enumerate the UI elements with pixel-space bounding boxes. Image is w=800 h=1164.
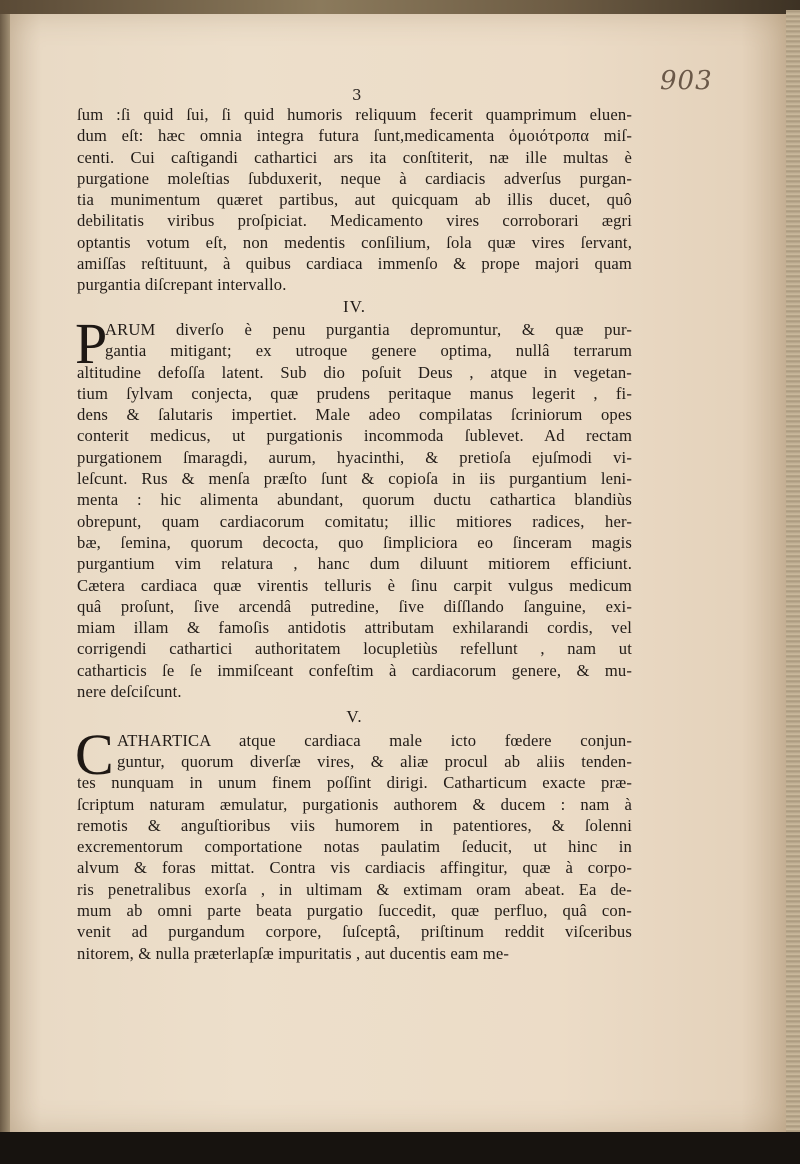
text-line: tium ſylvam conjecta, quæ prudens peritaque manus legerit , fi- xyxy=(77,383,632,403)
text-line: ſum :ſi quid ſui, ſi quid humoris reliquum fecerit quamprimum eluen- xyxy=(77,105,632,124)
text-line: ris penetralibus exorſa , in ultimam & extimam oram abeat. Ea de- xyxy=(77,879,632,899)
text-line: catharticis ſe ſe immiſceant confeſtim à cardiacorum genere, & mu- xyxy=(77,660,632,680)
text-line: purgatione moleſtias ſubduxerit, neque à cardiacis adverſus purgan- xyxy=(77,168,632,188)
text-line: nere deſciſcunt. xyxy=(77,682,182,702)
text-line: excrementorum comportatione notas paulatim ſeducit, ut hinc in xyxy=(77,837,632,857)
text-line: mum ab omni parte beata purgatio ſuccedit, quæ perfluo, quâ con- xyxy=(77,900,632,920)
text-line: nitorem, & nulla præterlapſæ impuritatis , aut ducentis eam me- xyxy=(77,943,510,963)
text-line: optantis votum eſt, non medentis conſilium, ſola quæ vires ſervant, xyxy=(77,232,632,252)
text-line: dum eſt: hæc omnia integra futura ſunt,medicamenta ὁμοιότροπα miſ- xyxy=(77,126,632,146)
text-line: tes nunquam in unum finem poſſint dirigi. Catharticum exacte præ- xyxy=(77,773,632,793)
text-line: menta : hic alimenta abundant, quorum ductu cathartica blandiùs xyxy=(77,490,632,510)
page-fore-edge xyxy=(786,10,800,1134)
book-top-edge xyxy=(0,0,800,14)
text-line: dens & ſalutaris impertiet. Male adeo compilatas ſcriniorum opes xyxy=(77,405,632,425)
section-v-paragraph xyxy=(75,721,632,964)
text-line: obrepunt, quam cardiacorum comitatu; illic mitiores radices, her- xyxy=(77,511,632,531)
text-line: altitudine defoſſa latent. Sub dio poſuit Deus , atque in vegetan- xyxy=(77,362,632,382)
text-line: quâ proſunt, ſive arcendâ putredine, ſive diſſlando ſanguine, exi- xyxy=(77,596,632,616)
text-line: venit ad purgandum corpore, ſuſceptâ, priſtinum reddit viſceribus xyxy=(77,922,632,942)
text-line: ATHARTICA atque cardiaca male icto fœdere conjun- xyxy=(117,730,632,750)
section-iv-paragraph xyxy=(75,310,632,702)
section-heading-iv: IV. xyxy=(343,296,366,316)
text-line: amiſſas reſtituunt, à quibus cardiaca immenſo & prope majori quam xyxy=(77,254,632,274)
text-line: leſcunt. Rus & menſa præſto ſunt & copioſa in iis purgantium leni- xyxy=(77,469,632,489)
section-heading-v: V. xyxy=(346,707,363,727)
text-line: guntur, quorum diverſæ vires, & aliæ procul ab aliis tenden- xyxy=(117,751,632,771)
intro-paragraph xyxy=(77,104,632,296)
text-line: alvum & foras mittat. Contra vis cardiacis affingitur, quæ à corpo- xyxy=(77,858,632,878)
text-line: debilitatis viribus proſpiciat. Medicamento vires corroborari ægri xyxy=(77,211,632,231)
dropcap-c: C xyxy=(75,721,114,787)
text-line: purgantium vim relatura , hanc dum diluunt mitiorem efficiunt. xyxy=(77,554,632,574)
text-line: conterit medicus, ut purgationis incommoda ſublevet. Ad rectam xyxy=(77,426,632,446)
text-line: ARUM diverſo è penu purgantia depromuntur, & quæ pur- xyxy=(105,319,632,339)
text-line: corrigendi cathartici authoritatem locupletiùs refellunt , nam ut xyxy=(77,639,632,659)
dropcap-p: P xyxy=(75,310,108,376)
signature-mark: 3 xyxy=(352,86,362,104)
folio-number: 903 xyxy=(660,66,713,96)
section-v-lines xyxy=(75,721,632,964)
text-block xyxy=(77,104,632,964)
section-iv-lines xyxy=(75,310,632,702)
text-line: purgationem ſmaragdi, aurum, hyacinthi, & pretioſa ejuſmodi vi- xyxy=(77,447,632,467)
text-line: Cætera cardiaca quæ virentis telluris è ſinu carpit vulgus medicum xyxy=(77,575,632,595)
text-line: centi. Cui caſtigandi cathartici ars ita conſtiterit, næ ille multas è xyxy=(77,147,632,167)
text-line: ſcriptum naturam æmulatur, purgationis authorem & ducem : nam à xyxy=(77,794,632,814)
scan-bottom-border xyxy=(0,1132,800,1164)
text-line: miam illam & famoſis antidotis attributam exhilarandi cordis, vel xyxy=(77,618,632,638)
text-line: tia munimentum quæret partibus, aut quicquam ab illis ducet, quô xyxy=(77,190,632,210)
text-line: purgantia diſcrepant intervallo. xyxy=(77,275,287,295)
text-line: remotis & anguſtioribus viis humorem in patentiores, & ſolenni xyxy=(77,815,632,835)
text-line: gantia mitigant; ex utroque genere optima, nullâ terrarum xyxy=(105,341,632,361)
text-line: bæ, ſemina, quorum decocta, quo ſimpliciora eo ſinceram magis xyxy=(77,532,632,552)
